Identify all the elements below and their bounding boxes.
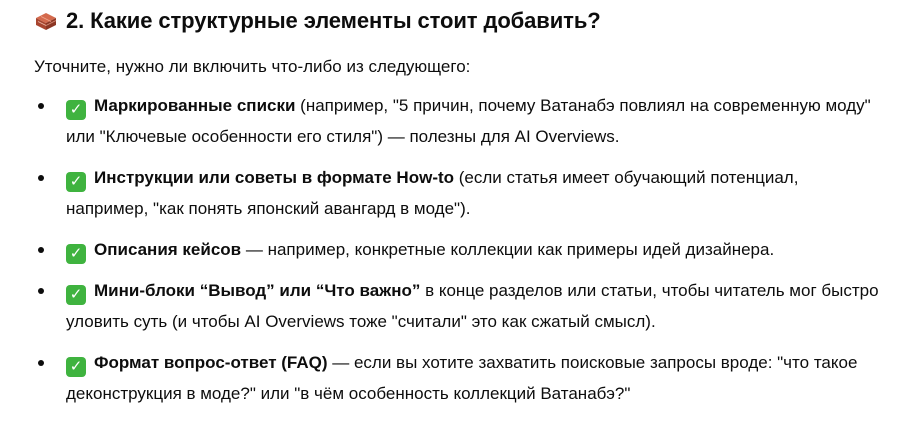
item-description: — если вы хотите захватить поисковые запросы вроде: "что такое деконструкция в моде?" или "в чём особенность коллекций Ватанабэ?": [66, 353, 858, 403]
recommendation-list: [34, 90, 884, 419]
brick-icon: [34, 10, 58, 32]
check-mark-button-icon: ✓: [66, 172, 86, 192]
bullet-dot: [38, 103, 44, 109]
item-description: (например, "5 причин, почему Ватанабэ повлиял на современную моду" или "Ключевые особенности его стиля") — полезны для AI Overviews.: [66, 96, 871, 146]
list-item: [34, 347, 884, 409]
intro-text: Уточните, нужно ли включить что-либо из следующего:: [34, 57, 471, 76]
bullet-dot: [38, 288, 44, 294]
check-mark-button-icon: ✓: [66, 244, 86, 264]
bullet-dot: [38, 247, 44, 253]
section-title: 2. Какие структурные элементы стоит добавить?: [66, 8, 601, 33]
check-mark-button-icon: ✓: [66, 100, 86, 120]
list-item: [34, 162, 884, 224]
item-bold-label: Мини-блоки “Вывод” или “Что важно”: [94, 281, 421, 300]
item-bold-label: Инструкции или советы в формате How-to: [94, 168, 455, 187]
list-item: [34, 275, 884, 337]
list-item: [34, 234, 884, 265]
bullet-dot: [38, 360, 44, 366]
list-item: [34, 90, 884, 152]
section-heading: [34, 8, 601, 34]
check-mark-button-icon: ✓: [66, 357, 86, 377]
item-bold-label: Маркированные списки: [94, 96, 296, 115]
bullet-dot: [38, 175, 44, 181]
item-bold-label: Формат вопрос-ответ (FAQ): [94, 353, 328, 372]
item-description: в конце разделов или статьи, чтобы читатель мог быстро уловить суть (и чтобы AI Overviews тоже "считали" это как сжатый смысл).: [66, 281, 879, 331]
item-bold-label: Описания кейсов: [94, 240, 242, 259]
item-description: — например, конкретные коллекции как примеры идей дизайнера.: [241, 240, 775, 259]
check-mark-button-icon: ✓: [66, 285, 86, 305]
item-description: (если статья имеет обучающий потенциал, например, "как понять японский авангард в моде").: [66, 168, 799, 218]
